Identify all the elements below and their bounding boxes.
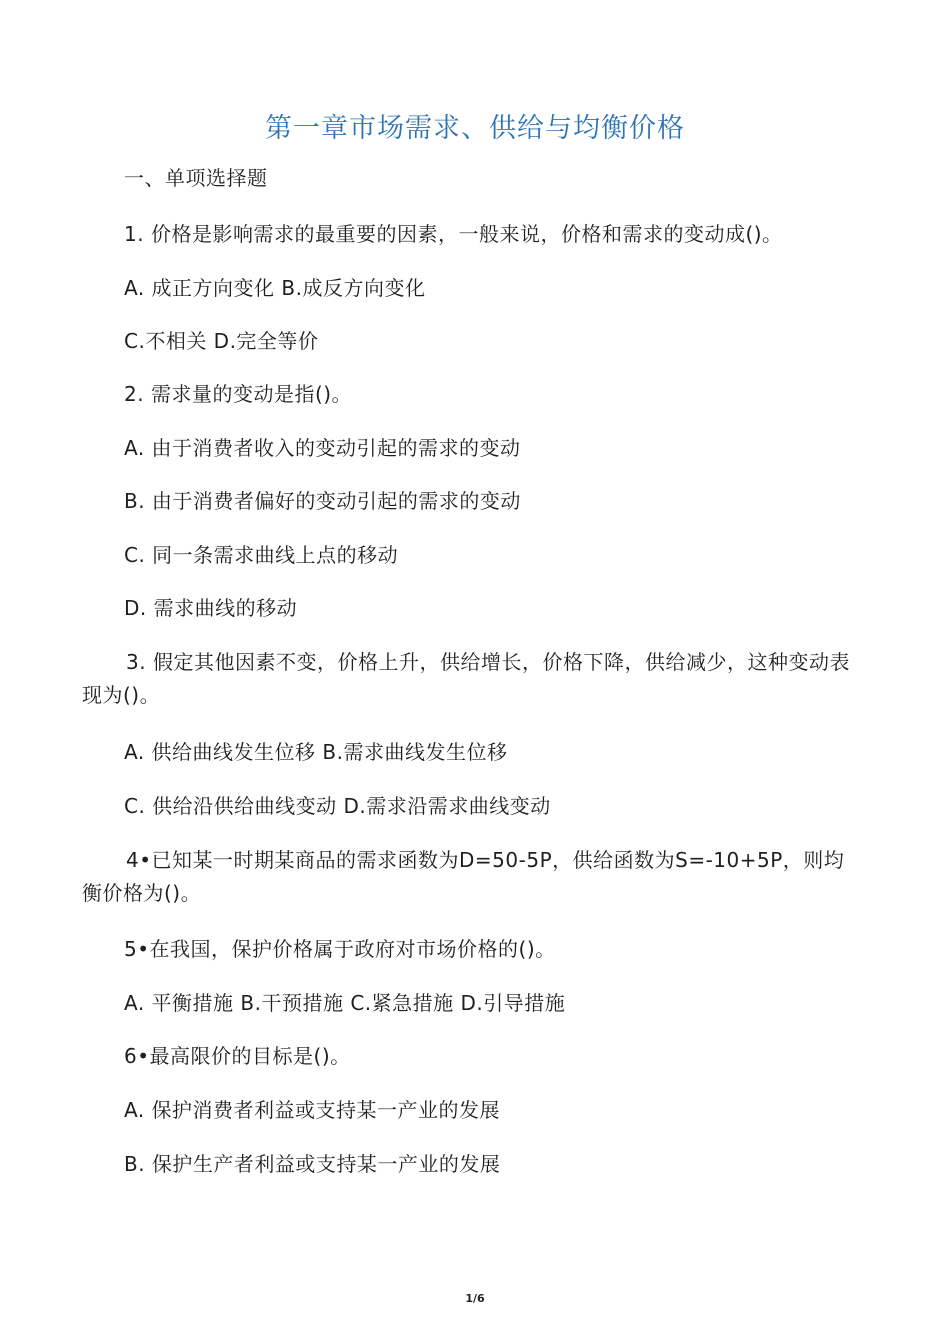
question-6-option-b: B. 保护生产者利益或支持某一产业的发展 <box>124 1152 501 1176</box>
question-3-options-line1: A. 供给曲线发生位移 B.需求曲线发生位移 <box>124 740 508 764</box>
question-6-option-a: A. 保护消费者利益或支持某一产业的发展 <box>124 1098 501 1122</box>
question-3-options-line2: C. 供给沿供给曲线变动 D.需求沿需求曲线变动 <box>124 794 551 818</box>
question-2-option-a: A. 由于消费者收入的变动引起的需求的变动 <box>124 436 521 460</box>
question-2-option-c: C. 同一条需求曲线上点的移动 <box>124 543 399 567</box>
question-5-options-line1: A. 平衡措施 B.干预措施 C.紧急措施 D.引导措施 <box>124 991 566 1015</box>
page-number: 1/6 <box>465 1292 485 1305</box>
question-6-stem: 6•最高限价的目标是()。 <box>124 1044 351 1068</box>
question-2-option-b: B. 由于消费者偏好的变动引起的需求的变动 <box>124 489 521 513</box>
question-5-stem: 5•在我国，保护价格属于政府对市场价格的()。 <box>124 937 556 961</box>
question-1-stem: 1. 价格是影响需求的最重要的因素，一般来说，价格和需求的变动成()。 <box>124 222 783 246</box>
question-1-options-line1: A. 成正方向变化 B.成反方向变化 <box>124 276 426 300</box>
section-heading: 一、单项选择题 <box>124 166 268 190</box>
question-3-stem: 3. 假定其他因素不变，价格上升，供给增长，价格下降，供给减少，这种变动表现为()。 <box>82 650 850 707</box>
question-4-stem: 4•已知某一时期某商品的需求函数为D=50-5P，供给函数为S=-10+5P，则均衡价格为()。 <box>82 848 845 905</box>
question-2-stem: 2. 需求量的变动是指()。 <box>124 382 353 406</box>
chapter-title: 第一章市场需求、供给与均衡价格 <box>265 113 685 144</box>
question-2-option-d: D. 需求曲线的移动 <box>124 596 298 620</box>
question-1-options-line2: C.不相关 D.完全等价 <box>124 329 319 353</box>
